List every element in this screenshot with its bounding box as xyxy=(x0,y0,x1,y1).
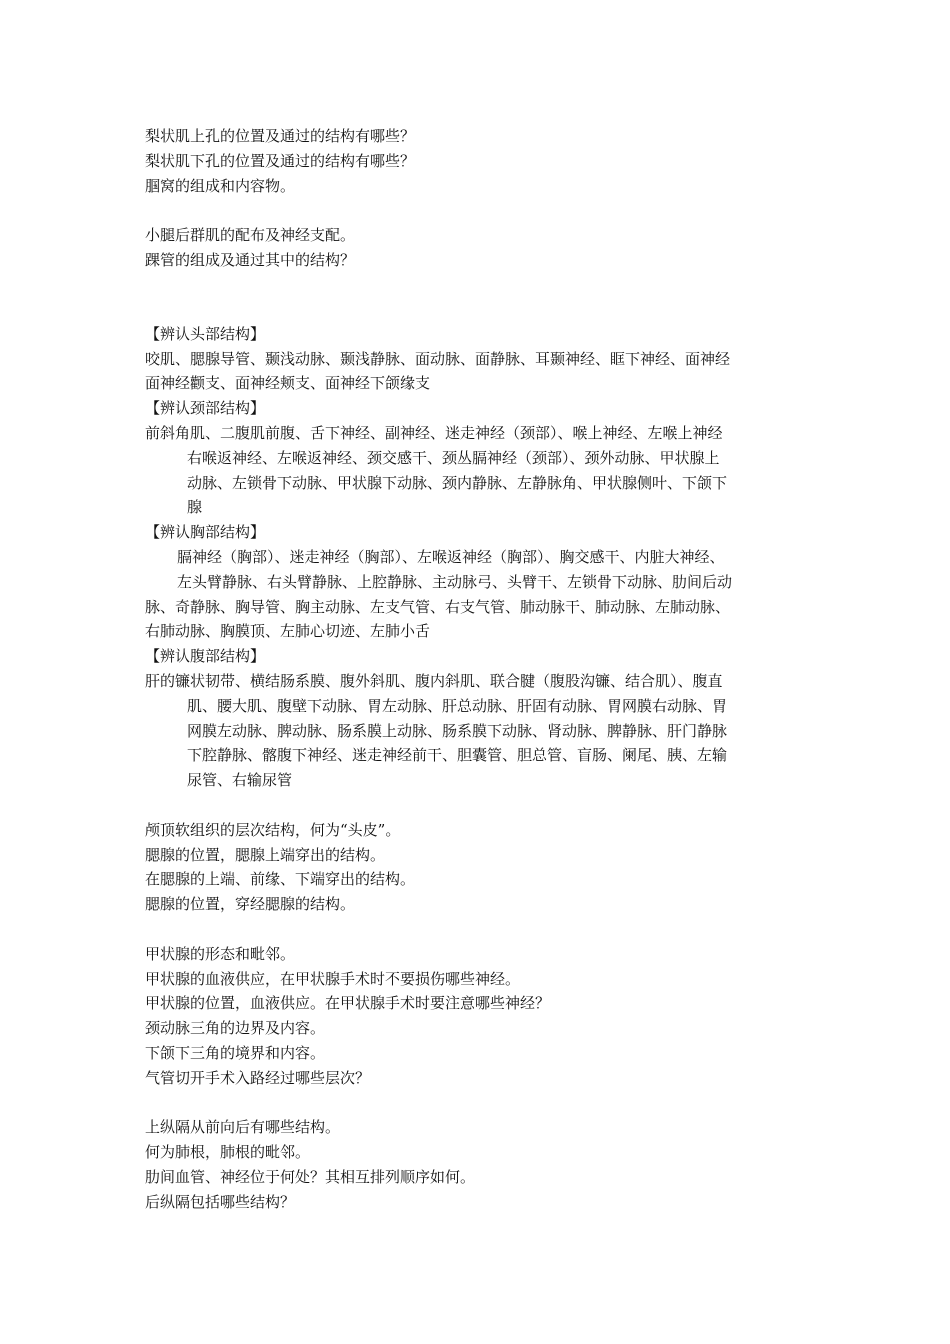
structure-line: 肝的镰状韧带、横结肠系膜、腹外斜肌、腹内斜肌、联合腱（腹股沟镰、结合肌）、腹直 xyxy=(145,671,723,690)
question-line: 腮腺的位置，腮腺上端穿出的结构。 xyxy=(145,845,386,864)
section-title-abdomen: 【辨认腹部结构】 xyxy=(145,647,266,666)
question-line: 甲状腺的形态和毗邻。 xyxy=(145,944,296,963)
question-line: 肋间血管、神经位于何处？其相互排列顺序如何。 xyxy=(145,1167,476,1186)
section-title-head: 【辨认头部结构】 xyxy=(145,324,266,343)
structure-line: 左头臂静脉、右头臂静脉、上腔静脉、主动脉弓、头臂干、左锁骨下动脉、肋间后动 xyxy=(177,572,733,591)
question-line: 腮腺的位置，穿经腮腺的结构。 xyxy=(145,895,356,914)
question-line: 梨状肌上孔的位置及通过的结构有哪些？ xyxy=(145,127,416,145)
question-line: 气管切开手术入路经过哪些层次？ xyxy=(145,1068,371,1087)
structure-line: 膈神经（胸部）、迷走神经（胸部）、左喉返神经（胸部）、胸交感干、内脏大神经、 xyxy=(177,547,725,566)
question-line: 小腿后群肌的配布及神经支配。 xyxy=(145,226,356,245)
question-line: 梨状肌下孔的位置及通过的结构有哪些？ xyxy=(145,151,416,170)
question-line: 上纵隔从前向后有哪些结构。 xyxy=(145,1118,341,1137)
structure-line: 右喉返神经、左喉返神经、颈交感干、颈丛膈神经（颈部）、颈外动脉、甲状腺上 xyxy=(187,448,720,467)
question-line: 颅顶软组织的层次结构，何为“头皮”。 xyxy=(145,820,401,839)
structure-line: 腺 xyxy=(187,498,203,517)
structure-line: 尿管、右输尿管 xyxy=(187,771,293,790)
structure-line: 面神经颧支、面神经颊支、面神经下颌缘支 xyxy=(145,374,431,393)
structure-line: 咬肌、腮腺导管、颞浅动脉、颞浅静脉、面动脉、面静脉、耳颞神经、眶下神经、面神经 xyxy=(145,349,731,368)
structure-line: 肌、腰大肌、腹壁下动脉、胃左动脉、肝总动脉、肝固有动脉、胃网膜右动脉、胃 xyxy=(187,696,728,715)
structure-line: 动脉、左锁骨下动脉、甲状腺下动脉、颈内静脉、左静脉角、甲状腺侧叶、下颌下 xyxy=(187,473,728,492)
document-body xyxy=(145,124,810,1214)
question-line: 腘窝的组成和内容物。 xyxy=(145,176,296,195)
structure-line: 下腔静脉、髂腹下神经、迷走神经前干、胆囊管、胆总管、盲肠、阑尾、胰、左输 xyxy=(187,746,728,765)
question-line: 颈动脉三角的边界及内容。 xyxy=(145,1019,326,1038)
question-line: 何为肺根，肺根的毗邻。 xyxy=(145,1143,311,1162)
question-line: 在腮腺的上端、前缘、下端穿出的结构。 xyxy=(145,870,416,889)
structure-line: 右肺动脉、胸膜顶、左肺心切迹、左肺小舌 xyxy=(145,622,431,641)
structure-line: 网膜左动脉、脾动脉、肠系膜上动脉、肠系膜下动脉、肾动脉、脾静脉、肝门静脉 xyxy=(187,721,728,740)
question-line: 后纵隔包括哪些结构？ xyxy=(145,1192,296,1211)
structure-line: 脉、奇静脉、胸导管、胸主动脉、左支气管、右支气管、肺动脉干、肺动脉、左肺动脉、 xyxy=(145,597,731,616)
question-line: 下颌下三角的境界和内容。 xyxy=(145,1043,326,1062)
question-line: 踝管的组成及通过其中的结构？ xyxy=(145,250,356,269)
section-title-thorax: 【辨认胸部结构】 xyxy=(145,523,266,542)
question-line: 甲状腺的位置，血液供应。在甲状腺手术时要注意哪些神经？ xyxy=(145,994,551,1013)
section-title-neck: 【辨认颈部结构】 xyxy=(145,399,266,418)
structure-line: 前斜角肌、二腹肌前腹、舌下神经、副神经、迷走神经（颈部）、喉上神经、左喉上神经 xyxy=(145,423,723,442)
question-line: 甲状腺的血液供应，在甲状腺手术时不要损伤哪些神经。 xyxy=(145,969,521,988)
